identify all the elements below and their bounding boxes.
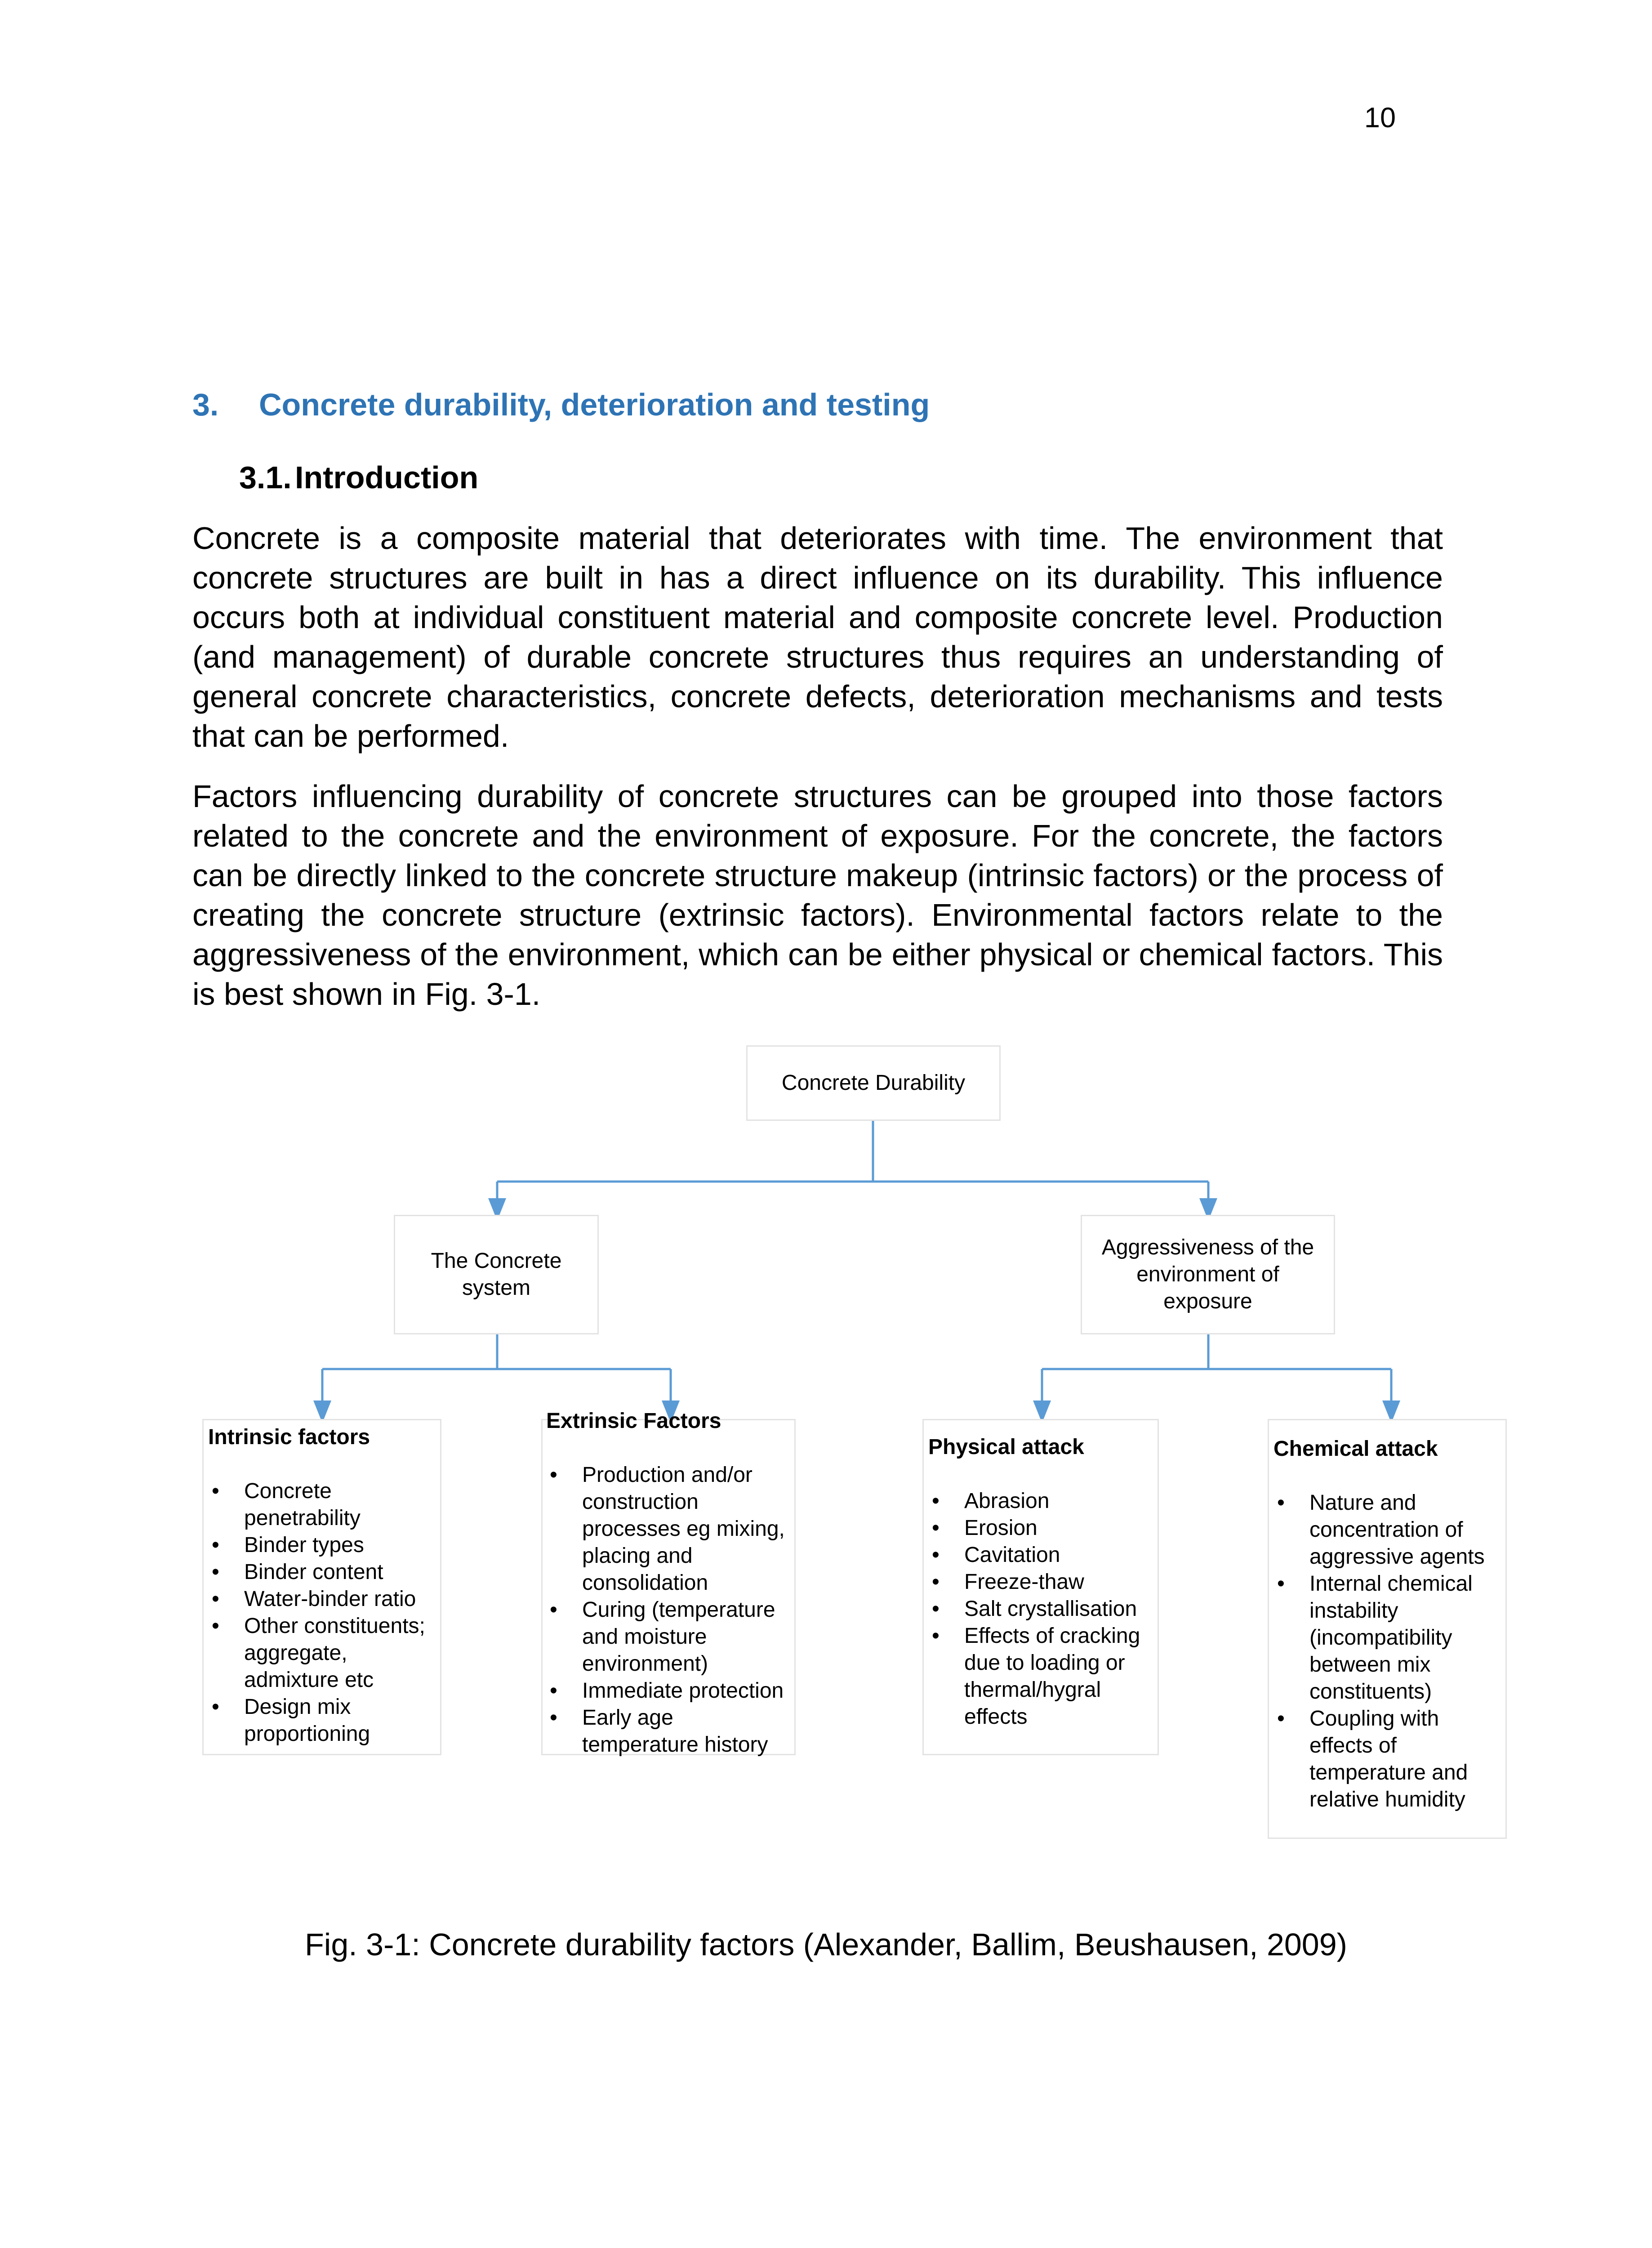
list-item: • Concrete penetrability <box>208 1478 436 1532</box>
list-item: • Binder types <box>208 1532 436 1559</box>
list-item: • Cavitation <box>928 1542 1153 1569</box>
extrinsic-factors-box <box>541 1409 796 1757</box>
section-heading <box>192 387 930 423</box>
section-number: 3. <box>192 387 219 422</box>
intrinsic-factors-title: Intrinsic factors <box>208 1425 370 1449</box>
chemical-attack-list <box>1274 1490 1501 1813</box>
intrinsic-factors-box <box>202 1419 441 1755</box>
concrete-system-box <box>394 1215 599 1334</box>
extrinsic-factors-list <box>546 1462 791 1758</box>
list-item: • Erosion <box>928 1515 1153 1542</box>
list-item: • Abrasion <box>928 1488 1153 1515</box>
subsection-title: Introduction <box>295 460 479 495</box>
intro-paragraph-2: Factors influencing durability of concrete structures can be grouped into those factors related to the concrete and the environment of exposure. For the concrete, the factors can be directly linked to the concrete structure makeup (intrinsic factors) or the process of creating the concrete structure (extrinsic factors). Environmental factors relate to the aggressiveness of the environment, which can be either physical or chemical factors. This is best shown in Fig. 3-1. <box>192 779 1443 1012</box>
list-item: • Production and/or construction processes eg mixing, placing and consolidation <box>546 1462 791 1597</box>
list-item: • Coupling with effects of temperature and relative humidity <box>1274 1705 1501 1813</box>
list-item: • Immediate protection <box>546 1677 791 1704</box>
list-item: • Internal chemical instability (incompatibility between mix constituents) <box>1274 1570 1501 1705</box>
extrinsic-factors-title: Extrinsic Factors <box>546 1409 721 1433</box>
subsection-heading <box>239 459 478 495</box>
list-item: • Other constituents; aggregate, admixture etc <box>208 1613 436 1694</box>
figure-caption: Fig. 3-1: Concrete durability factors (Alexander, Ballim, Beushausen, 2009) <box>305 1927 1347 1962</box>
list-item: • Effects of cracking due to loading or thermal/hygral effects <box>928 1623 1153 1731</box>
subsection-number: 3.1. <box>239 460 292 495</box>
chemical-attack-box <box>1268 1419 1507 1839</box>
list-item: • Nature and concentration of aggressive agents <box>1274 1490 1501 1570</box>
root-label: Concrete Durability <box>781 1071 966 1095</box>
page-number: 10 <box>1364 102 1396 134</box>
list-item: • Binder content <box>208 1559 436 1586</box>
concrete-system-label: The Concrete system <box>431 1249 562 1300</box>
list-item: • Salt crystallisation <box>928 1596 1153 1623</box>
list-item: • Freeze-thaw <box>928 1569 1153 1596</box>
list-item: • Water-binder ratio <box>208 1586 436 1613</box>
aggressiveness-box <box>1081 1215 1335 1334</box>
physical-attack-title: Physical attack <box>928 1435 1084 1459</box>
intro-paragraph-1: Concrete is a composite material that deteriorates with time. The environment that concrete structures are built in has a direct influence on its durability. This influence occurs both at individual constituent material and composite concrete level. Production (and management) of durable concrete structures thus requires an understanding of general concrete characteristics, concrete defects, deterioration mechanisms and tests that can be performed. <box>192 521 1443 754</box>
intrinsic-factors-list <box>208 1478 436 1748</box>
list-item: • Curing (temperature and moisture environment) <box>546 1597 791 1677</box>
list-item: • Early age temperature history <box>546 1704 791 1758</box>
physical-attack-list <box>928 1488 1153 1731</box>
list-item: • Design mix proportioning <box>208 1694 436 1748</box>
aggressiveness-label: Aggressiveness of the environment of exposure <box>1101 1236 1314 1313</box>
root-box <box>746 1045 1001 1121</box>
chemical-attack-title: Chemical attack <box>1274 1437 1438 1461</box>
physical-attack-box <box>922 1419 1159 1755</box>
section-title: Concrete durability, deterioration and testing <box>259 387 930 422</box>
